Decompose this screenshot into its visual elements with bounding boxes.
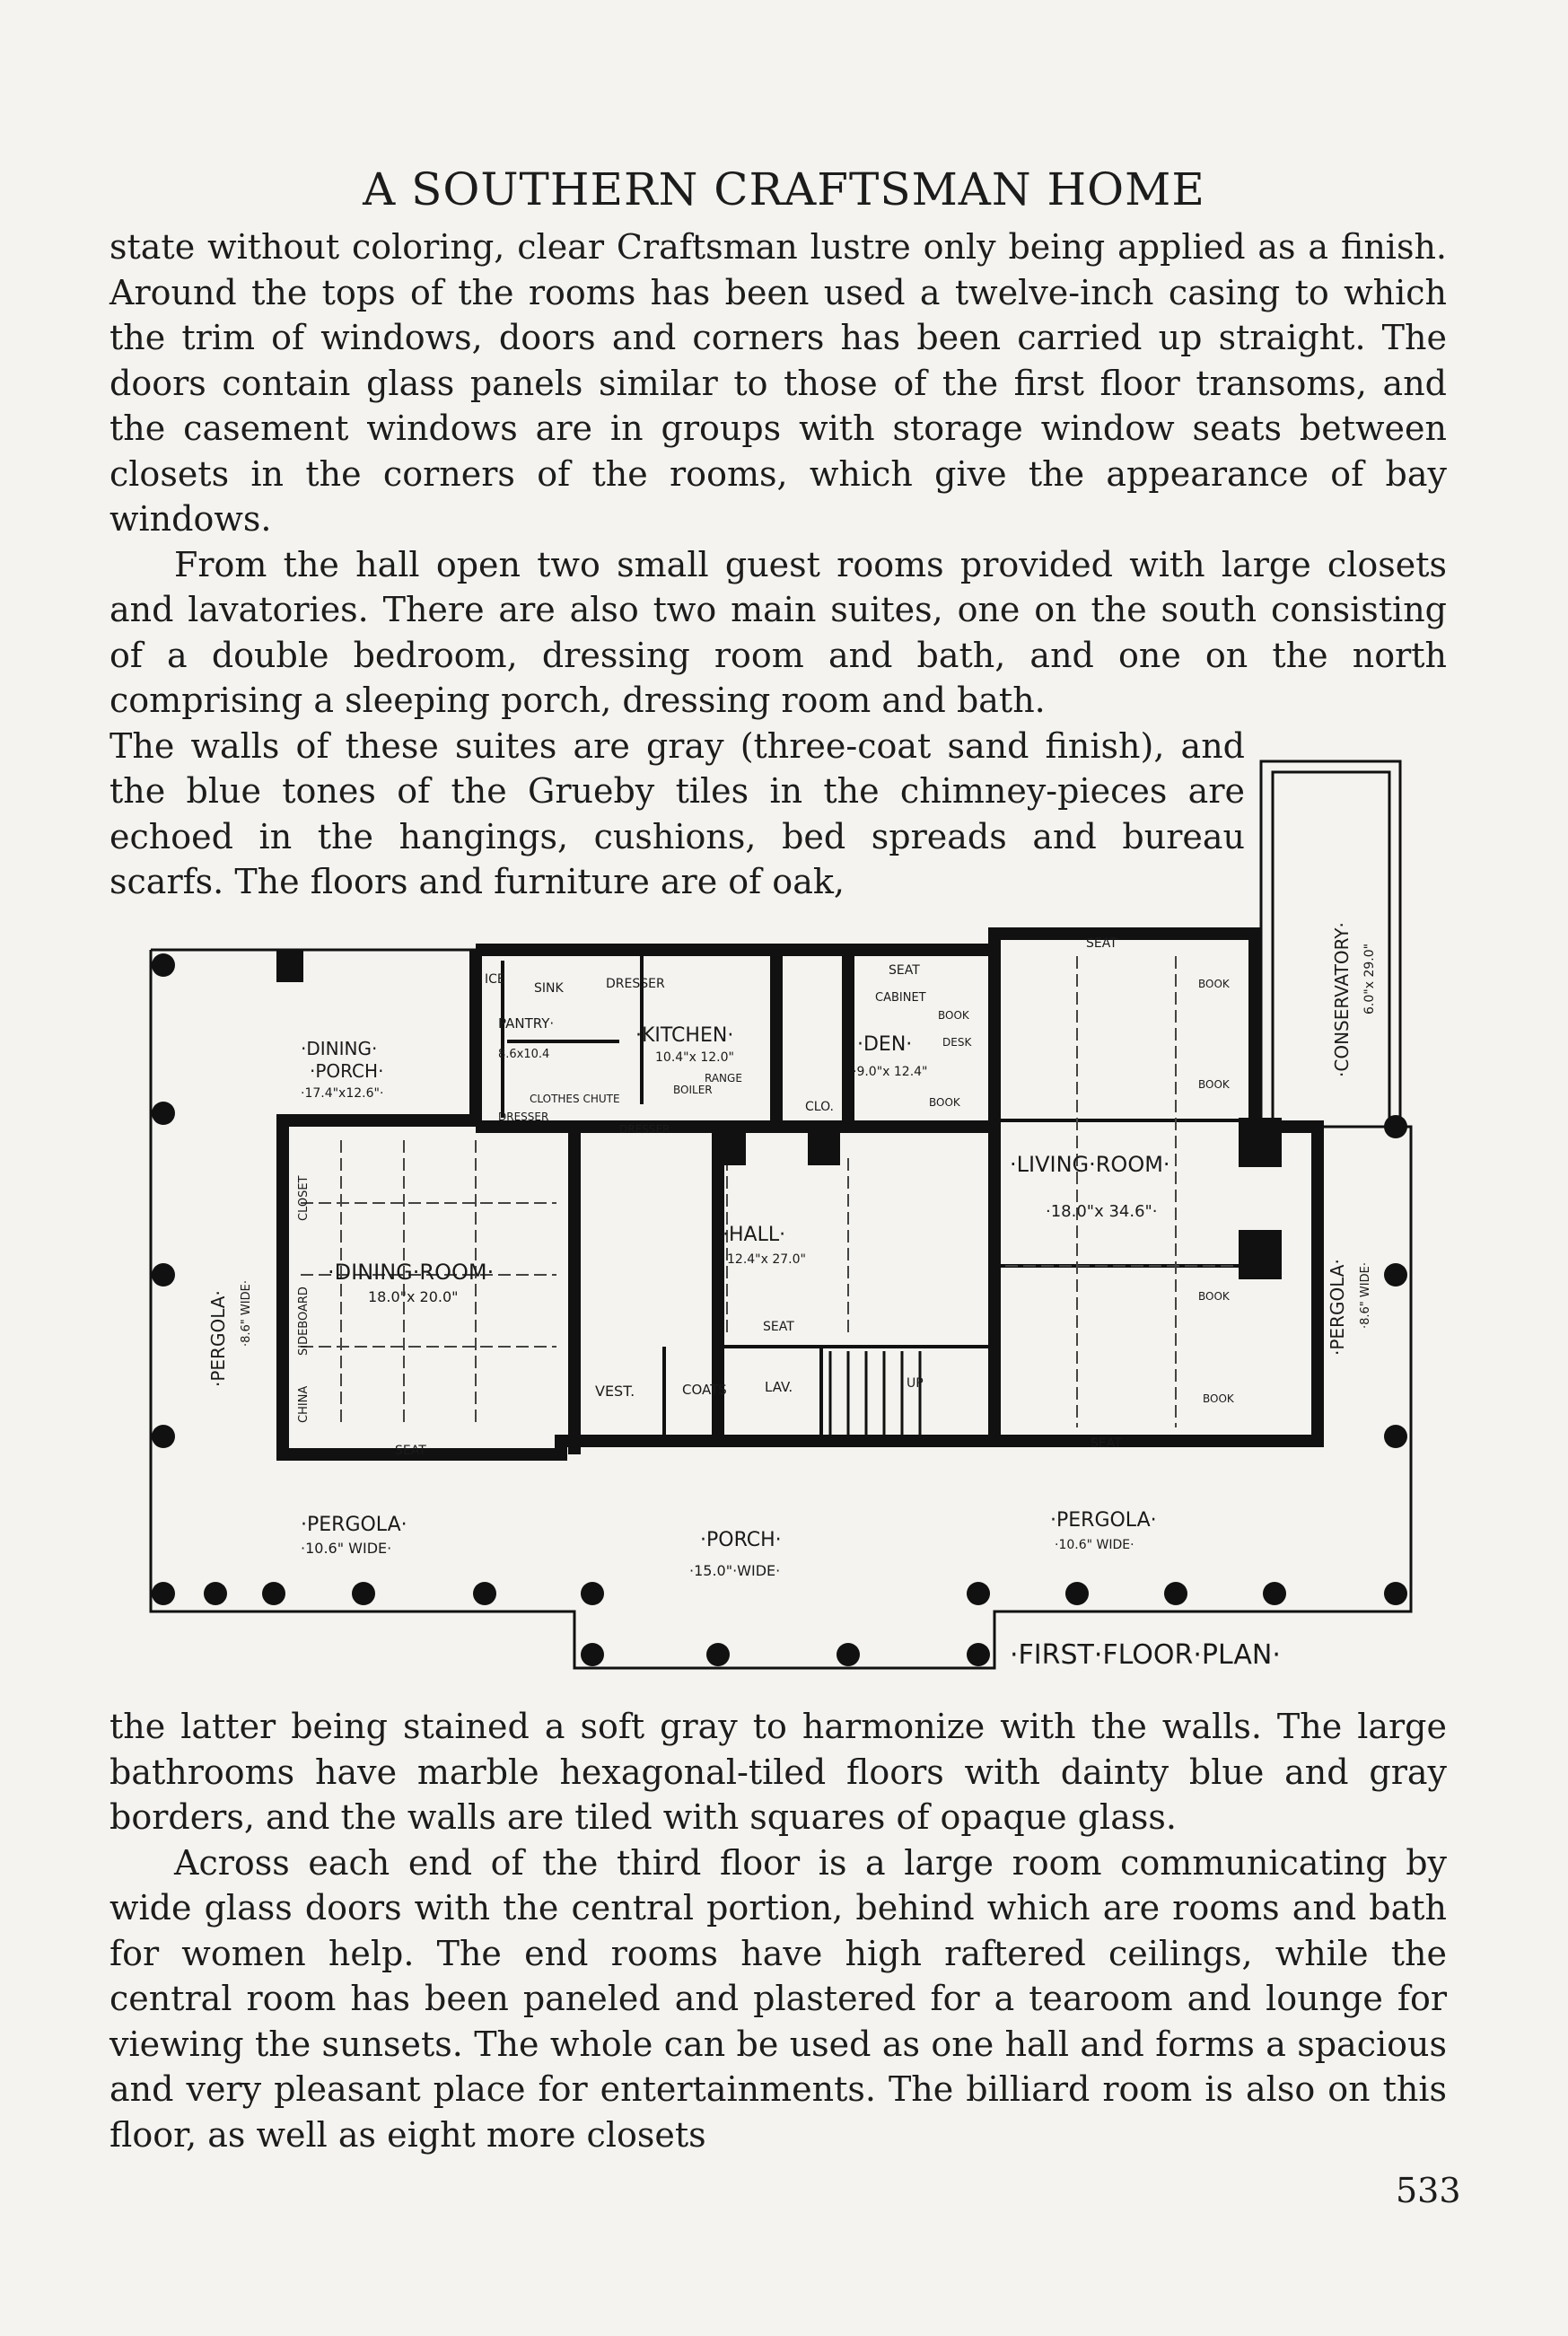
- paragraph-4: Across each end of the third floor is a large room communicating by wide glass doors with the central portion, behind which are rooms and bath for women help. The end rooms have high raftered ceilings, while the central room has been paneled and plastered for a tearoom and lounge for viewing the sunsets. The whole can be used as one hall and forms a spacious and very pleasant place for entertainments. The billiard room is also on this floor, as well as eight more closets: [109, 1842, 1447, 2155]
- label-conservatory-dim: 6.0"x 29.0": [1362, 943, 1377, 1014]
- paragraph-2: From the hall open two small guest rooms provided with large closets and lavatories. There are also two main suites, one on the south consisting of a double bedroom, dressing room and bath, and one on the north comprising a sleeping porch, dressing room and bath.: [109, 544, 1447, 720]
- plan-caption: ·FIRST·FLOOR·PLAN·: [1010, 1639, 1281, 1671]
- label-book-4: BOOK: [1203, 1392, 1234, 1405]
- label-dining-porch: ·DINING·: [301, 1038, 378, 1059]
- label-dining-porch-2: ·PORCH·: [310, 1060, 384, 1082]
- label-pergola-left: ·PERGOLA·: [207, 1290, 229, 1387]
- label-conservatory: ·CONSERVATORY·: [1331, 922, 1353, 1077]
- label-clo: CLO.: [805, 1100, 834, 1114]
- label-dining-room: ·DINING·ROOM·: [328, 1260, 495, 1285]
- label-china: CHINA: [297, 1385, 311, 1423]
- label-den: ·DEN·: [857, 1033, 913, 1056]
- label-den-dim: ·9.0"x 12.4": [853, 1065, 928, 1079]
- label-dining-dim: 18.0"x 20.0": [368, 1288, 459, 1305]
- label-book-3: BOOK: [1198, 1290, 1230, 1303]
- label-seat-hall: SEAT: [763, 1320, 794, 1334]
- page-number: 533: [1396, 2171, 1461, 2210]
- paragraph-3: the latter being stained a soft gray to harmonize with the walls. The large bathrooms have marble hexagonal-tiled floors with dainty blue and gray borders, and the walls are tiled with squares of opaque glass.: [109, 1707, 1447, 1837]
- label-hall: ·HALL·: [723, 1224, 786, 1246]
- label-porch-w: ·15.0"·WIDE·: [689, 1562, 781, 1579]
- label-vest: VEST.: [595, 1383, 635, 1400]
- lower-text: [109, 1704, 1447, 2157]
- label-book-den-2: BOOK: [929, 1096, 960, 1109]
- label-living-room: ·LIVING·ROOM·: [1010, 1152, 1170, 1177]
- label-sink: SINK: [534, 981, 564, 996]
- label-pergola-bottom-left-w: ·10.6" WIDE·: [301, 1540, 392, 1557]
- label-pergola-right: ·PERGOLA·: [1327, 1259, 1348, 1356]
- label-lav: LAV.: [765, 1379, 793, 1395]
- label-range: RANGE: [705, 1072, 742, 1085]
- label-porch: ·PORCH·: [700, 1529, 782, 1551]
- label-coats: COATS: [682, 1382, 727, 1398]
- label-clothes-chute: CLOTHES CHUTE: [530, 1093, 620, 1105]
- label-pergola-right-w: ·8.6" WIDE·: [1359, 1262, 1372, 1329]
- label-seat-lr: SEAT: [1091, 1436, 1122, 1451]
- paragraph-2-wrap: The walls of these suites are gray (three-coat sand finish), and the blue tones of the Grueby tiles in the chimney-pieces are echoed in the hangings, cushions, bed spreads and bureau scarfs. The floors and furniture are of oak,: [109, 725, 1245, 901]
- label-pantry-dim: 8.6x10.4: [498, 1048, 550, 1061]
- label-dresser-3: DRESSER: [619, 1123, 670, 1136]
- label-pergola-bottom-right: ·PERGOLA·: [1050, 1509, 1157, 1532]
- label-dresser: DRESSER: [606, 977, 665, 991]
- label-closet: CLOSET: [297, 1175, 311, 1221]
- label-cabinet: CABINET: [875, 991, 926, 1005]
- label-living-dim: ·18.0"x 34.6"·: [1046, 1202, 1158, 1221]
- label-book-1: BOOK: [1198, 978, 1230, 990]
- label-pergola-bottom-right-w: ·10.6" WIDE·: [1055, 1538, 1134, 1552]
- label-kitchen: ·KITCHEN·: [635, 1024, 734, 1047]
- label-dining-porch-dim: ·17.4"x12.6"·: [301, 1086, 384, 1101]
- page-header: A SOUTHERN CRAFTSMAN HOME: [363, 162, 1205, 215]
- label-book-2: BOOK: [1198, 1078, 1230, 1091]
- label-boiler: BOILER: [673, 1084, 713, 1096]
- label-ice: ICE: [485, 972, 505, 987]
- label-seat-den: SEAT: [889, 963, 920, 978]
- paragraph-1: state without coloring, clear Craftsman lustre only being applied as a finish. Around the tops of the rooms has been used a twelve-inch casing to which the trim of windows, doors and corners has been carried up straight. The doors contain glass panels similar to those of the first floor transoms, and the casement windows are in groups with storage window seats between closets in the corners of the rooms, which give the appearance of bay windows.: [109, 227, 1447, 539]
- label-book-den-1: BOOK: [938, 1009, 969, 1022]
- label-seat-dining: SEAT: [395, 1444, 426, 1458]
- label-pantry: PANTRY·: [498, 1015, 555, 1032]
- label-pergola-left-w: ·8.6" WIDE·: [240, 1280, 253, 1347]
- label-hall-dim: 12.4"x 27.0": [727, 1252, 806, 1267]
- label-seat-living: SEAT: [1086, 936, 1117, 951]
- label-dresser-2: DRESSER: [498, 1111, 549, 1123]
- label-desk: DESK: [942, 1036, 972, 1049]
- label-up: UP: [907, 1376, 924, 1391]
- label-sideboard: SIDEBOARD: [297, 1287, 311, 1356]
- label-kitchen-dim: 10.4"x 12.0": [655, 1050, 734, 1065]
- label-pergola-bottom-left: ·PERGOLA·: [301, 1514, 407, 1536]
